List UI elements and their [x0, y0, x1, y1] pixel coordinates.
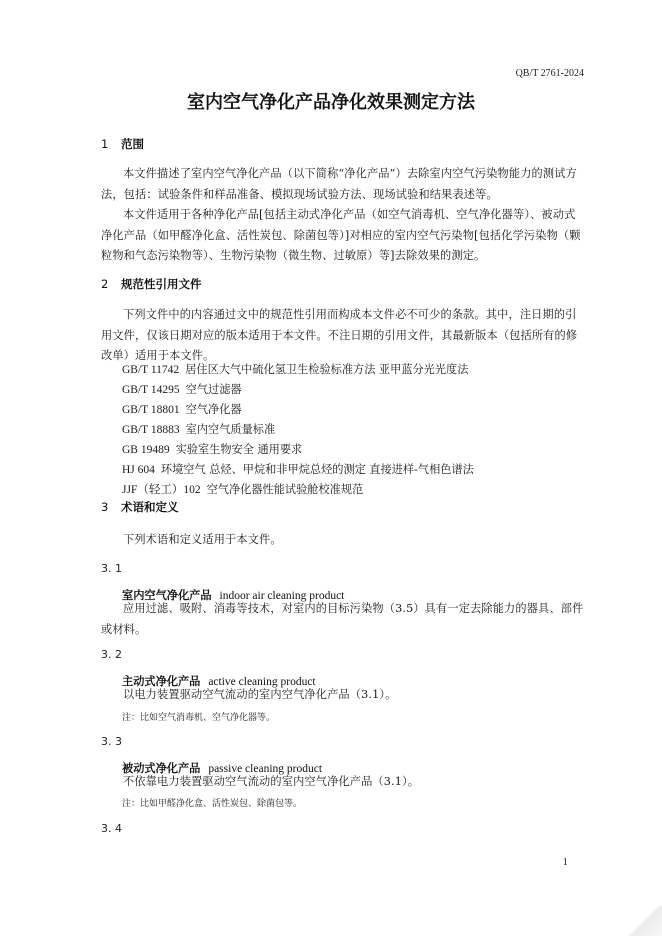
reference-item — [122, 481, 363, 497]
reference-name: 实验室生物安全 通用要求 — [175, 443, 303, 456]
page-number: 1 — [562, 856, 568, 868]
clause-number: 3. 3 — [101, 735, 122, 748]
reference-code: HJ 604 — [122, 464, 155, 476]
section-1-heading — [101, 136, 144, 152]
reference-name: 居住区大气中硫化氢卫生检验标准方法 亚甲蓝分光光度法 — [185, 363, 469, 376]
reference-item — [122, 421, 275, 437]
standard-code: QB/T 2761-2024 — [515, 68, 584, 79]
reference-code: GB/T 11742 — [122, 364, 180, 376]
term-chinese: 被动式净化产品 — [122, 762, 201, 775]
section-3-heading — [101, 499, 179, 515]
reference-name: 室内空气质量标准 — [185, 423, 276, 436]
term-english: active cleaning product — [208, 676, 316, 688]
reference-code: GB/T 18801 — [122, 404, 180, 416]
section-title: 范围 — [121, 137, 144, 151]
normative-references-intro: 下列文件中的内容通过文中的规范性引用而构成本文件必不可少的条款。其中，注日期的引用文件，仅该日期对应的版本适用于本文件。不注日期的引用文件，其最新版本（包括所有的修改单）适用于本文件。 — [101, 308, 578, 362]
reference-item — [122, 441, 302, 457]
section-2-heading — [101, 276, 202, 292]
reference-name: 空气净化器 — [185, 403, 242, 416]
term-chinese: 主动式净化产品 — [122, 675, 201, 688]
reference-item — [122, 461, 474, 477]
term-definition: 应用过滤、吸附、消毒等技术，对室内的目标污染物（3.5）具有一定去除能力的器具、部件或材料。 — [101, 602, 584, 636]
document-title: 室内空气净化产品净化效果测定方法 — [187, 92, 475, 113]
section-number: 3 — [101, 500, 109, 514]
reference-code: GB/T 14295 — [122, 384, 180, 396]
section-number: 2 — [101, 277, 109, 291]
term-definition: 不依靠电力装置驱动空气流动的室内空气净化产品（3.1）。 — [123, 775, 420, 788]
term-note: 注：比如甲醛净化盒、活性炭包、除菌包等。 — [122, 799, 303, 809]
term-note: 注：比如空气消毒机、空气净化器等。 — [122, 713, 276, 723]
reference-item — [122, 401, 242, 417]
clause-number: 3. 4 — [101, 822, 122, 835]
term-definition: 以电力装置驱动空气流动的室内空气净化产品（3.1）。 — [123, 688, 397, 701]
page-curl-corner — [626, 906, 662, 936]
section-title: 规范性引用文件 — [121, 277, 202, 291]
reference-code: GB/T 18883 — [122, 424, 180, 436]
reference-name: 环境空气 总烃、甲烷和非甲烷总烃的测定 直接进样-气相色谱法 — [160, 463, 474, 476]
term-english: indoor air cleaning product — [219, 590, 345, 602]
clause-number: 3. 2 — [101, 648, 122, 661]
scope-paragraph-2: 本文件适用于各种净化产品[包括主动式净化产品（如空气消毒机、空气净化器等）、被动式净化产品（如甲醛净化盒、活性炭包、除菌包等）]对相应的室内空气污染物[包括化学污染物（颗粒物和气态污染物等）、生物污染物（微生物、过敏原）等]去除效果的测定。 — [101, 208, 581, 262]
reference-item — [122, 361, 468, 377]
section-title: 术语和定义 — [121, 500, 179, 514]
reference-name: 空气净化器性能试验舱校准规范 — [206, 483, 364, 496]
terms-intro: 下列术语和定义适用于本文件。 — [123, 533, 282, 546]
reference-item — [122, 381, 242, 397]
reference-name: 空气过滤器 — [185, 383, 242, 396]
reference-code: JJF（轻工）102 — [122, 484, 201, 496]
scope-paragraph-1: 本文件描述了室内空气净化产品（以下简称“净化产品”）去除室内空气污染物能力的测试方法，包括：试验条件和样品准备、模拟现场试验方法、现场试验和结果表述等。 — [101, 167, 577, 201]
term-english: passive cleaning product — [208, 763, 323, 775]
term-chinese: 室内空气净化产品 — [122, 589, 212, 602]
clause-number: 3. 1 — [101, 562, 122, 575]
section-number: 1 — [101, 137, 109, 151]
reference-code: GB 19489 — [122, 444, 170, 456]
